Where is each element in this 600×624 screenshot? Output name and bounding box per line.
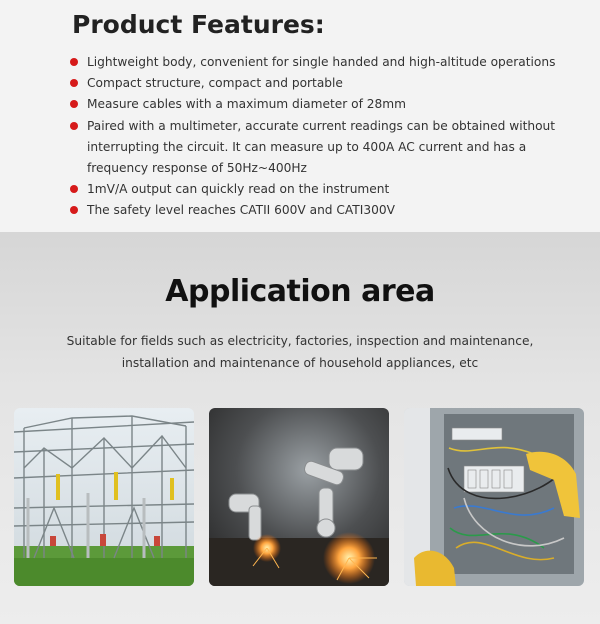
feature-text: Compact structure, compact and portable bbox=[87, 76, 343, 91]
feature-item bbox=[70, 179, 570, 200]
product-features-section bbox=[0, 0, 600, 232]
feature-text: Paired with a multimeter, accurate current readings can be obtained without interrupting the circuit. It can measure up to 400A AC current and has a frequency response of 50Hz~400Hz bbox=[87, 118, 556, 176]
feature-item bbox=[70, 94, 570, 115]
bullet-icon bbox=[70, 185, 78, 193]
electrician-wiring-icon bbox=[404, 408, 584, 586]
features-list bbox=[70, 52, 570, 222]
feature-text: Measure cables with a maximum diameter of 28mm bbox=[87, 97, 407, 112]
industrial-robot-icon bbox=[209, 408, 389, 586]
feature-text: 1mV/A output can quickly read on the instrument bbox=[87, 182, 390, 197]
bullet-icon bbox=[70, 206, 78, 214]
feature-text: The safety level reaches CATII 600V and CATI300V bbox=[87, 203, 395, 218]
application-area-section bbox=[0, 232, 600, 624]
bullet-icon bbox=[70, 79, 78, 87]
feature-item bbox=[70, 52, 570, 73]
bullet-icon bbox=[70, 122, 78, 130]
electrician-photo bbox=[404, 408, 584, 586]
features-title: Product Features: bbox=[72, 10, 325, 39]
substation-photo bbox=[14, 408, 194, 586]
feature-item bbox=[70, 200, 570, 221]
bullet-icon bbox=[70, 100, 78, 108]
application-description: Suitable for fields such as electricity, factories, inspection and maintenance, installation and maintenance of household appliances, etc bbox=[66, 334, 534, 370]
bullet-icon bbox=[70, 58, 78, 66]
feature-text: Lightweight body, convenient for single handed and high-altitude operations bbox=[87, 55, 556, 69]
feature-item bbox=[70, 73, 570, 94]
application-title: Application area bbox=[165, 274, 435, 309]
feature-item bbox=[70, 116, 570, 180]
robot-photo bbox=[209, 408, 389, 586]
substation-icon bbox=[14, 408, 194, 586]
